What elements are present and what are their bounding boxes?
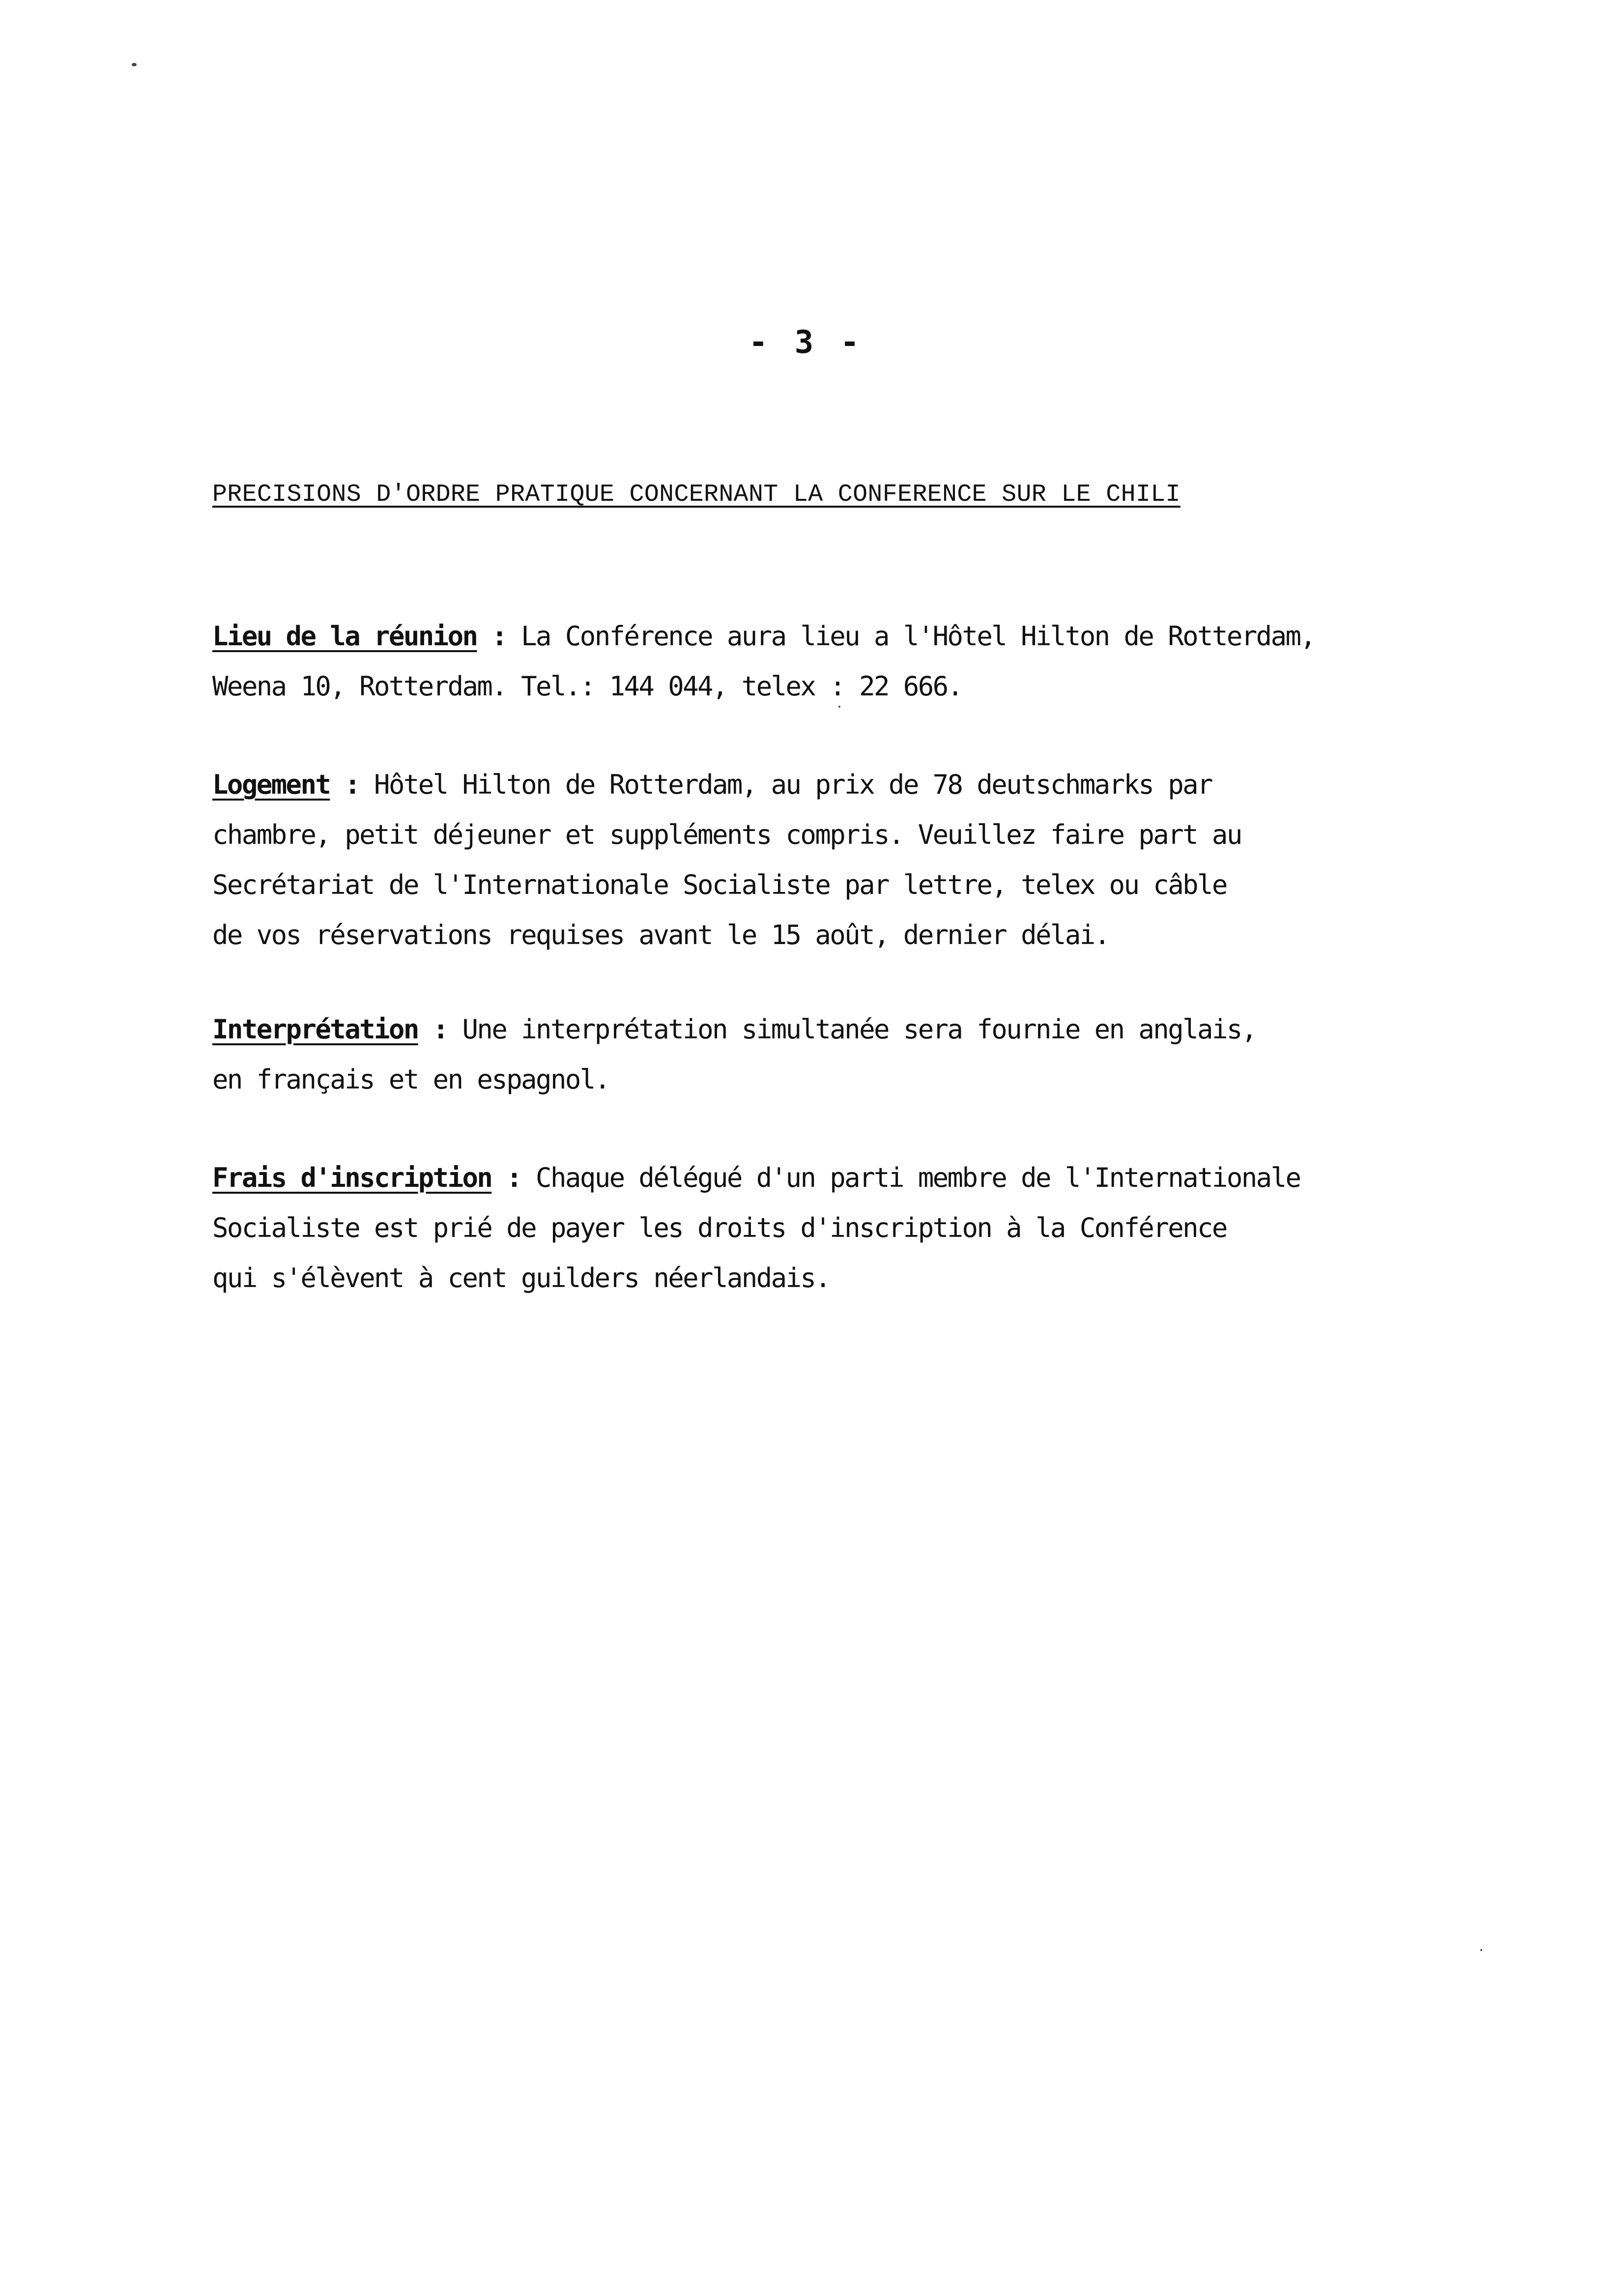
section-text: Hôtel Hilton de Rotterdam, au prix de 78 deutschmarks par	[374, 769, 1212, 800]
section-label: Interprétation	[212, 1014, 418, 1045]
document-title: PRECISIONS D'ORDRE PRATIQUE CONCERNANT LA CONFERENCE SUR LE CHILI	[212, 481, 1180, 509]
section-text: Weena 10, Rotterdam. Tel.: 144 044, telex : 22 666.	[212, 671, 962, 702]
scan-speck	[132, 63, 137, 66]
section-text: La Conférence aura lieu a l'Hôtel Hilton de Rotterdam,	[521, 621, 1315, 652]
section-text: qui s'élèvent à cent guilders néerlandais.	[212, 1263, 830, 1293]
section-text: Socialiste est prié de payer les droits d'inscription à la Conférence	[212, 1212, 1227, 1243]
label-separator: :	[477, 621, 521, 652]
section-text: Chaque délégué d'un parti membre de l'Internationale	[536, 1162, 1300, 1193]
section-line	[212, 1004, 1470, 1055]
section-interpretation	[212, 1004, 1470, 1105]
section-line	[212, 760, 1470, 810]
section-line	[212, 1153, 1470, 1203]
section-logement	[212, 760, 1470, 960]
scan-speck	[1480, 1949, 1482, 1951]
label-separator: :	[491, 1162, 536, 1193]
section-text: chambre, petit déjeuner et suppléments compris. Veuillez faire part au	[212, 819, 1241, 850]
section-frais-d-inscription	[212, 1153, 1470, 1303]
section-label: Lieu de la réunion	[212, 621, 477, 652]
section-text: Une interprétation simultanée sera fournie en anglais,	[462, 1014, 1256, 1045]
section-text: de vos réservations requises avant le 15 août, dernier délai.	[212, 919, 1109, 950]
page-number: - 3 -	[748, 324, 864, 361]
section-label: Logement	[212, 769, 330, 800]
section-text: en français et en espagnol.	[212, 1064, 609, 1095]
label-separator: :	[418, 1014, 462, 1045]
section-text: Secrétariat de l'Internationale Socialiste par lettre, telex ou câble	[212, 869, 1227, 900]
section-label: Frais d'inscription	[212, 1162, 492, 1193]
section-lieu-de-la-reunion	[212, 611, 1470, 712]
label-separator: :	[330, 769, 374, 800]
section-line	[212, 611, 1470, 661]
